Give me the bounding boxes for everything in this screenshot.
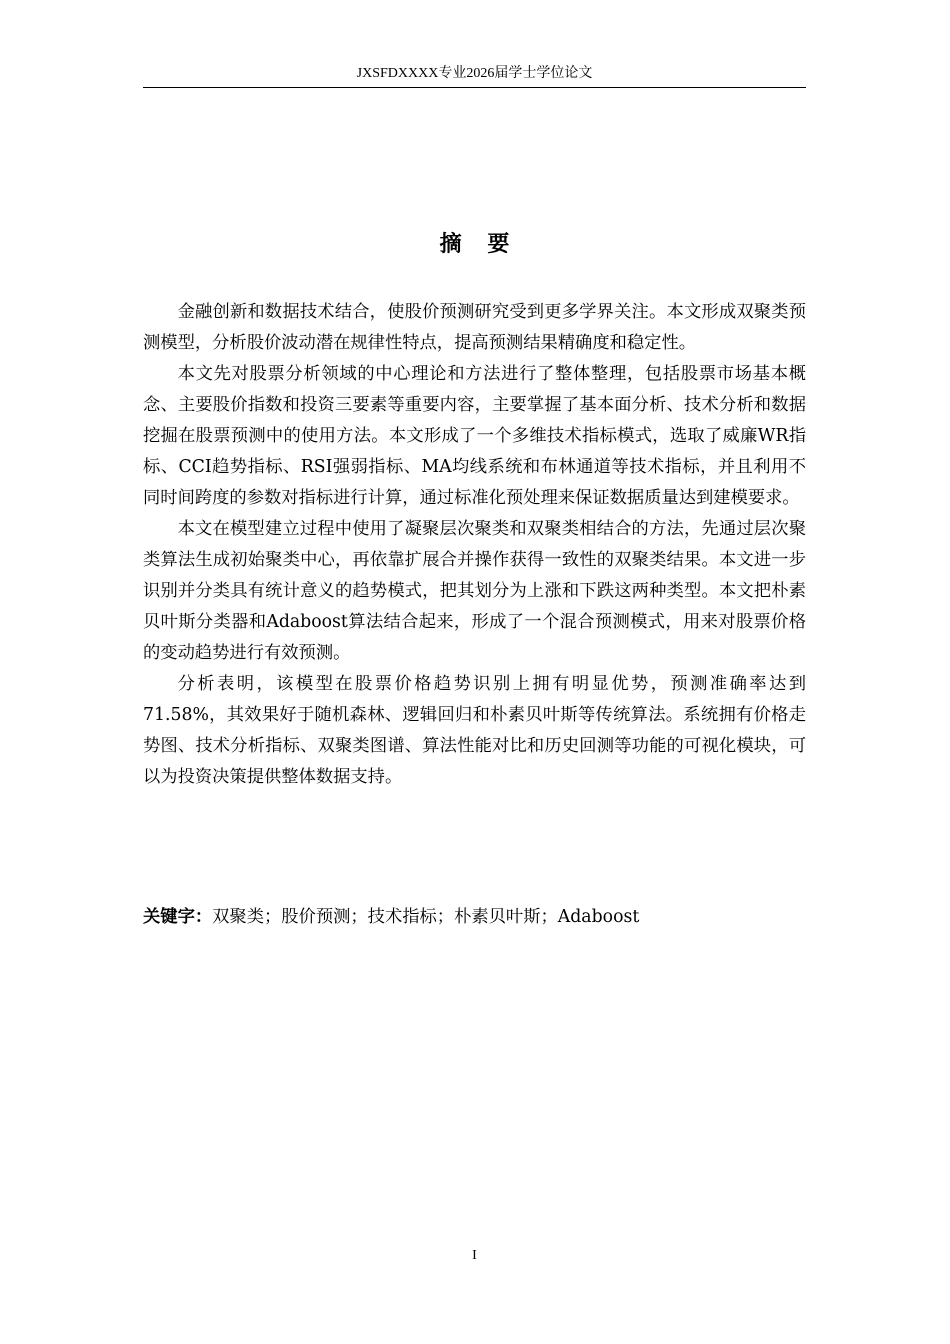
running-header: JXSFDXXXX专业2026届学士学位论文 bbox=[356, 66, 593, 81]
keywords-label: 关键字： bbox=[143, 907, 213, 927]
abstract-paragraph-1: 金融创新和数据技术结合，使股价预测研究受到更多学界关注。本文形成双聚类预测模型，分析股价波动潜在规律性特点，提高预测结果精确度和稳定性。 bbox=[143, 302, 806, 353]
abstract-paragraph-2: 本文先对股票分析领域的中心理论和方法进行了整体整理，包括股票市场基本概念、主要股价指数和投资三要素等重要内容，主要掌握了基本面分析、技术分析和数据挖掘在股票预测中的使用方法。本文形成了一个多维技术指标模式，选取了威廉WR指标、CCI趋势指标、RSI强弱指标、MA均线系统和布林通道等技术指标，并且利用不同时间跨度的参数对指标进行计算，通过标准化预处理来保证数据质量达到建模要求。 bbox=[143, 364, 806, 508]
page-number: I bbox=[472, 1248, 477, 1263]
keywords-text: 双聚类；股价预测；技术指标；朴素贝叶斯；Adaboost bbox=[212, 907, 640, 927]
abstract-title: 摘 要 bbox=[439, 232, 510, 257]
keywords-line bbox=[143, 902, 806, 933]
header-rule bbox=[143, 87, 806, 88]
abstract-body bbox=[143, 297, 806, 793]
abstract-paragraph-3: 本文在模型建立过程中使用了凝聚层次聚类和双聚类相结合的方法，先通过层次聚类算法生成初始聚类中心，再依靠扩展合并操作获得一致性的双聚类结果。本文进一步识别并分类具有统计意义的趋势模式，把其划分为上涨和下跌这两种类型。本文把朴素贝叶斯分类器和Adaboost算法结合起来，形成了一个混合预测模式，用来对股票价格的变动趋势进行有效预测。 bbox=[143, 519, 806, 663]
abstract-paragraph-4: 分析表明，该模型在股票价格趋势识别上拥有明显优势，预测准确率达到71.58%，其效果好于随机森林、逻辑回归和朴素贝叶斯等传统算法。系统拥有价格走势图、技术分析指标、双聚类图谱、算法性能对比和历史回测等功能的可视化模块，可以为投资决策提供整体数据支持。 bbox=[143, 674, 806, 787]
